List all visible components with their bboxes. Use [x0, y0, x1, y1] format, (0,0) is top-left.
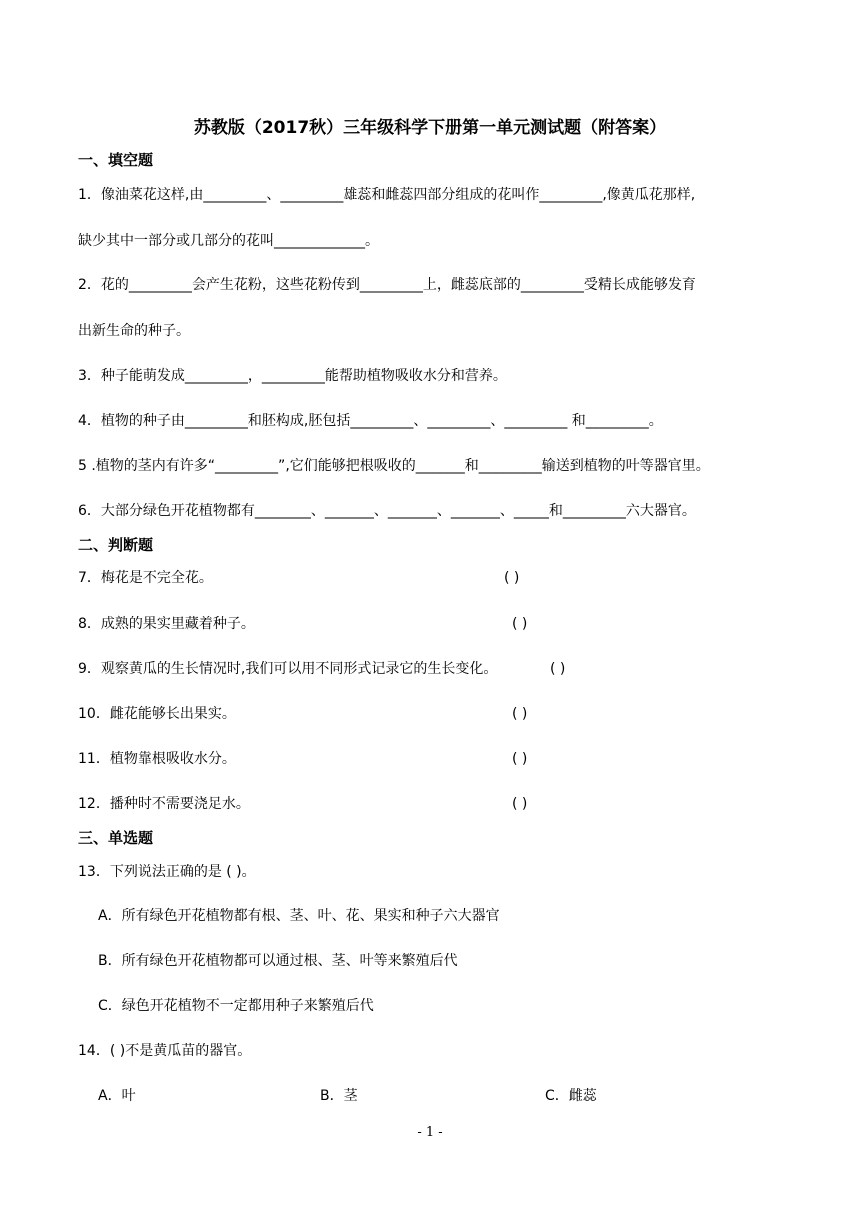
choice-question-14: 14．( )不是黄瓜苗的器官。 [78, 1043, 252, 1059]
answer-paren-12: ( ) [512, 796, 528, 812]
page-title: 苏教版（2017秋）三年级科学下册第一单元测试题（附答案） [193, 118, 667, 138]
q14-option-b: B．茎 [320, 1088, 358, 1104]
fill-question-3: 3．种子能萌发成_________，_________能帮助植物吸收水分和营养。 [78, 368, 507, 384]
answer-paren-8: ( ) [512, 616, 528, 632]
section-fill-heading: 一、填空题 [78, 151, 154, 169]
fill-question-2-line-2: 出新生命的种子。 [78, 323, 190, 339]
answer-paren-10: ( ) [512, 706, 528, 722]
q13-option-b: B．所有绿色开花植物都可以通过根、茎、叶等来繁殖后代 [98, 953, 458, 969]
q13-option-c: C．绿色开花植物不一定都用种子来繁殖后代 [98, 998, 374, 1014]
q13-option-a: A．所有绿色开花植物都有根、茎、叶、花、果实和种子六大器官 [98, 908, 500, 924]
judge-question-9: 9．观察黄瓜的生长情况时,我们可以用不同形式记录它的生长变化。 [78, 661, 498, 677]
answer-paren-7: ( ) [504, 570, 520, 586]
fill-question-6: 6．大部分绿色开花植物都有________、_______、_______、_______、_____和_________六大器官。 [78, 503, 696, 519]
fill-question-5: 5 .植物的茎内有许多“_________”,它们能够把根吸收的_______和_________输送到植物的叶等器官里。 [78, 458, 710, 474]
choice-question-13: 13．下列说法正确的是 ( )。 [78, 864, 256, 880]
answer-paren-9: ( ) [550, 661, 566, 677]
q14-option-a: A．叶 [98, 1088, 136, 1104]
judge-question-7: 7．梅花是不完全花。 [78, 570, 213, 586]
answer-paren-11: ( ) [512, 751, 528, 767]
judge-question-10: 10．雌花能够长出果实。 [78, 706, 236, 722]
fill-question-1-line-1: 1．像油菜花这样,由_________、_________雄蕊和雌蕊四部分组成的花叫作_________,像黄瓜花那样, [78, 187, 696, 203]
section-choice-heading: 三、单选题 [78, 829, 154, 847]
fill-question-1-line-2: 缺少其中一部分或几部分的花叫_____________。 [78, 233, 379, 249]
fill-question-2-line-1: 2．花的_________会产生花粉，这些花粉传到_________上，雌蕊底部的_________受精长成能够发育 [78, 277, 696, 293]
section-judge-heading: 二、判断题 [78, 536, 154, 554]
q14-option-c: C．雌蕊 [545, 1088, 597, 1104]
fill-question-4: 4．植物的种子由_________和胚构成,胚包括_________、_________、_________ 和_________。 [78, 413, 663, 429]
judge-question-12: 12．播种时不需要浇足水。 [78, 796, 250, 812]
judge-question-8: 8．成熟的果实里藏着种子。 [78, 616, 255, 632]
judge-question-11: 11．植物靠根吸收水分。 [78, 751, 236, 767]
page-number: - 1 - [417, 1125, 443, 1140]
